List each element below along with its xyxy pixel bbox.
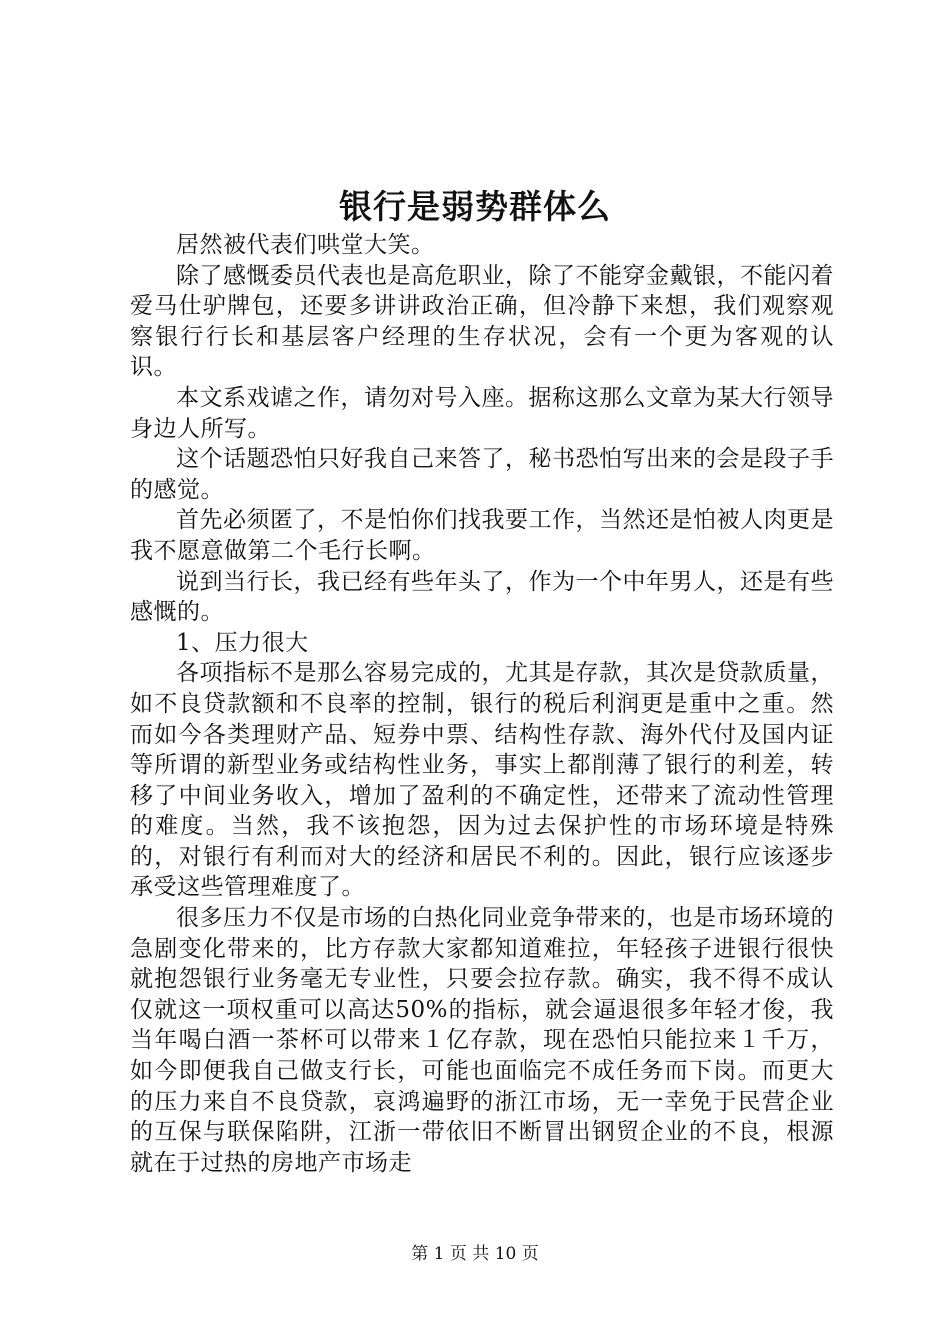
paragraph: 各项指标不是那么容易完成的，尤其是存款，其次是贷款质量，如不良贷款额和不良率的控制，银行的税后利润更是重中之重。然而如今各类理财产品、短券中票、结构性存款、海外代付及国内证等所谓的新型业务或结构性业务，事实上都削薄了银行的利差，转移了中间业务收入，增加了盈利的不确定性，还带来了流动性管理的难度。当然，我不该抱怨，因为过去保护性的市场环境是特殊的，对银行有利而对大的经济和居民不利的。因此，银行应该逐步承受这些管理难度了。 <box>130 660 834 901</box>
page-footer: 第 1 页 共 10 页 <box>411 1244 539 1264</box>
paragraph: 说到当行长，我已经有些年头了，作为一个中年男人，还是有些感慨的。 <box>130 568 834 626</box>
paragraph: 居然被代表们哄堂大笑。 <box>176 232 435 258</box>
section-heading: 1、压力很大 <box>176 629 309 656</box>
paragraph: 首先必须匿了，不是怕你们找我要工作，当然还是怕被人肉更是我不愿意做第二个毛行长啊。 <box>130 507 834 564</box>
paragraph: 本文系戏谑之作，请勿对号入座。据称这那么文章为某大行领导身边人所写。 <box>130 384 834 442</box>
paragraph: 这个话题恐怕只好我自己来答了，秘书恐怕写出来的会是段子手的感觉。 <box>130 446 834 503</box>
paragraph: 除了感慨委员代表也是高危职业，除了不能穿金戴银，不能闪着爱马仕驴牌包，还要多讲讲政治正确，但冷静下来想，我们观察观察银行行长和基层客户经理的生存状况，会有一个更为客观的认识。 <box>130 262 834 381</box>
paragraph: 很多压力不仅是市场的白热化同业竞争带来的，也是市场环境的急剧变化带来的，比方存款大家都知道难拉，年轻孩子进银行很快就抱怨银行业务毫无专业性，只要会拉存款。确实，我不得不成认仅就这一项权重可以高达50%的指标，就会逼退很多年轻才俊，我当年喝白酒一茶杯可以带来１亿存款，现在恐怕只能拉来１千万，如今即便我自己做支行长，可能也面临完不成任务而下岗。而更大的压力来自不良贷款，哀鸿遍野的浙江市场，无一幸免于民营企业的互保与联保陷阱，江浙一带依旧不断冒出钢贸企业的不良，根源就在于过热的房地产市场走 <box>130 905 834 1176</box>
document-title: 银行是弱势群体么 <box>339 187 611 226</box>
document-body <box>130 230 834 1178</box>
